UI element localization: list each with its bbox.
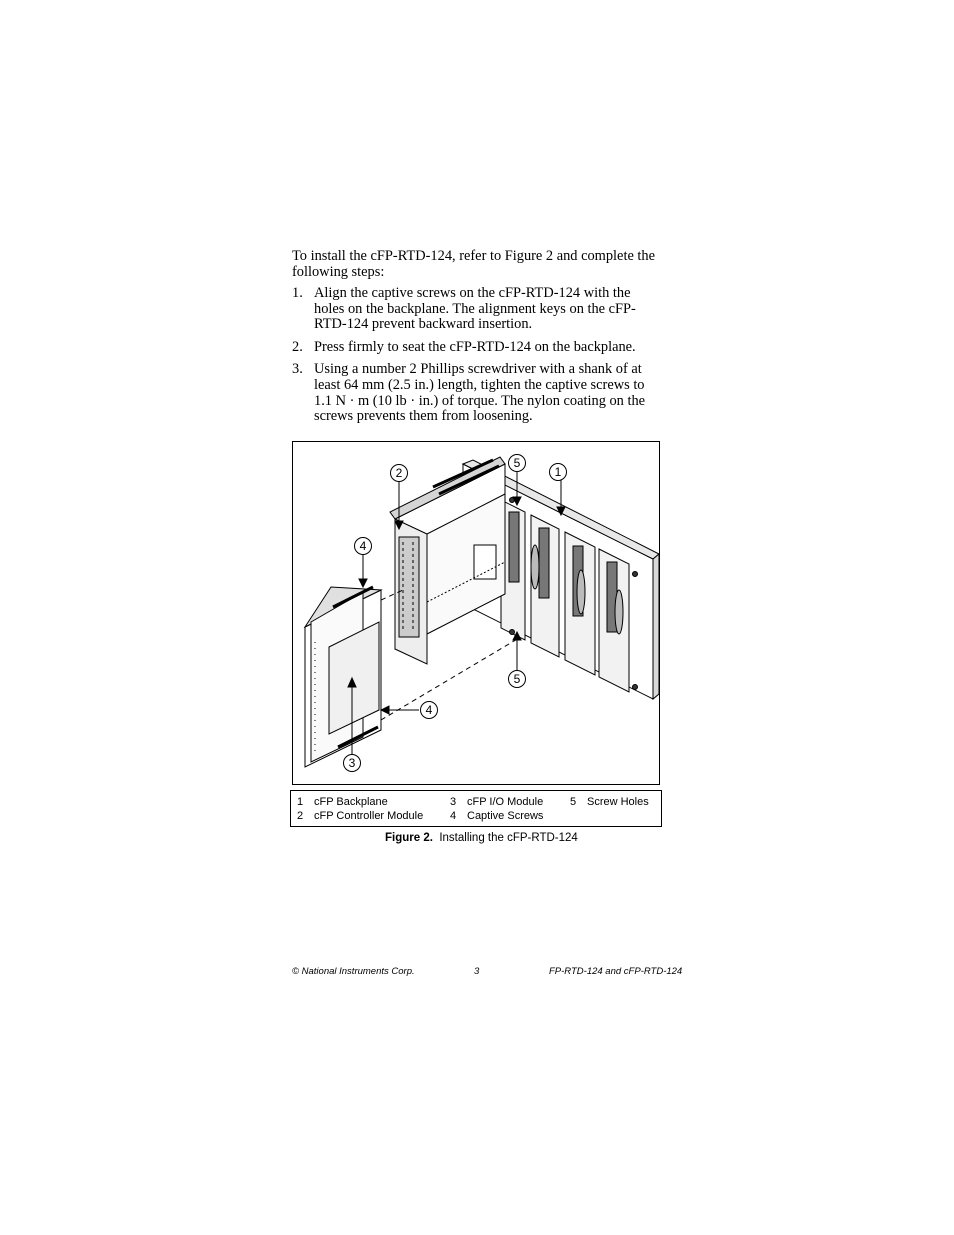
callout-2: 2: [395, 466, 403, 480]
installation-drawing: [293, 442, 661, 786]
figure-illustration: [292, 441, 660, 785]
step-text: Align the captive screws on the cFP-RTD-124 with the holes on the backplane. The alignment keys on the cFP-RTD-124 prevent backward insertion.: [314, 285, 636, 333]
callout-3: 3: [348, 756, 356, 770]
callout-5-top: 5: [513, 456, 521, 470]
list-item: [292, 340, 664, 356]
caption-label: Figure 2.: [385, 832, 433, 844]
callout-4-top: 4: [359, 539, 367, 553]
footer-page-number: 3: [474, 966, 480, 977]
list-item: [292, 362, 664, 424]
caption-text: Installing the cFP-RTD-124: [439, 832, 578, 844]
step-text: Press firmly to seat the cFP-RTD-124 on the backplane.: [314, 338, 636, 355]
callout-4-right: 4: [425, 703, 433, 717]
footer-copyright: © National Instruments Corp.: [292, 966, 415, 977]
io-module-drawing: [305, 587, 381, 767]
footer-document-title: FP-RTD-124 and cFP-RTD-124: [549, 966, 683, 977]
step-number: 1.: [292, 285, 303, 301]
intro-paragraph: To install the cFP-RTD-124, refer to Figure 2 and complete the following steps:: [292, 248, 656, 280]
figure-legend: 1 cFP Backplane 2 cFP Controller Module 3 cFP I/O Module 4 Captive Screws 5 Screw Holes: [290, 790, 662, 827]
figure-caption: [385, 832, 578, 844]
callout-5-bottom: 5: [513, 672, 521, 686]
step-number: 2.: [292, 338, 303, 355]
controller-module-drawing: [390, 457, 505, 664]
step-number: 3.: [292, 361, 303, 378]
step-list: [292, 286, 664, 432]
callout-1: 1: [554, 465, 562, 479]
list-item: [292, 286, 664, 333]
step-text: Using a number 2 Phillips screwdriver with a shank of at least 64 mm (2.5 in.) length, tighten the captive screws to 1.1 N · m (10 lb · in.) of torque. The nylon coating on the screws prevents them from loosening.: [314, 361, 646, 425]
